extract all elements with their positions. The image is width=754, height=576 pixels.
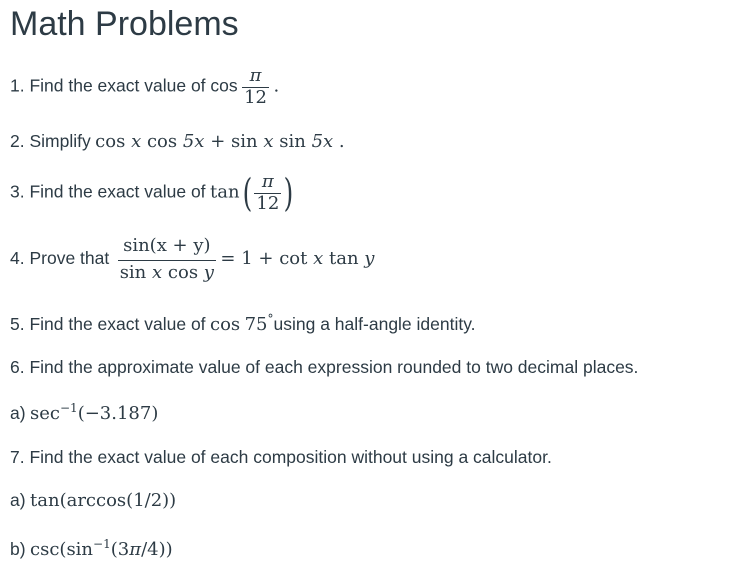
problem-7b-expression	[30, 539, 173, 560]
csc-sin-fn: csc(sin	[30, 539, 94, 560]
cos-fn: cos	[95, 131, 126, 152]
angle-value	[245, 314, 274, 335]
angle-number: 75	[244, 314, 268, 335]
problem-6a	[10, 401, 158, 424]
sin-fn: sin	[279, 131, 306, 152]
problem-7b-label: b)	[10, 539, 26, 559]
inverse-exponent: −1	[60, 401, 78, 415]
period: .	[338, 131, 345, 152]
problem-5-text-2: using a half-angle identity.	[273, 314, 476, 334]
var-5x: 5x	[182, 131, 205, 152]
problem-7b	[10, 537, 173, 560]
problem-4-numerator: sin(x + y)	[123, 235, 211, 256]
problem-4	[10, 236, 374, 283]
var-y: y	[364, 247, 375, 269]
problem-3	[10, 172, 296, 214]
problem-1-fraction	[242, 66, 269, 108]
sec-fn: sec	[30, 403, 60, 424]
left-paren: (	[242, 171, 252, 216]
problem-3-fraction	[254, 172, 281, 214]
problem-3-numerator: π	[261, 171, 274, 192]
inverse-exponent: −1	[93, 537, 111, 551]
problem-2-expression	[95, 131, 344, 152]
problem-5-text-1: 5. Find the exact value of	[10, 314, 206, 334]
problem-6a-expression	[30, 403, 158, 424]
var-y: y	[203, 261, 214, 283]
problem-6a-label: a)	[10, 403, 26, 423]
var-x: x	[313, 247, 324, 269]
problem-4-rhs	[220, 248, 374, 269]
cos-fn: cos	[167, 261, 199, 283]
equals-one-plus: = 1 +	[220, 247, 274, 269]
plus-sign: +	[210, 131, 226, 152]
problem-1-denominator: 12	[244, 86, 267, 108]
tan-fn: tan	[210, 181, 240, 203]
problem-7a-expression: tan(arccos(1/2))	[30, 490, 177, 511]
argument-open: (3	[110, 539, 130, 560]
tan-fn: tan	[329, 247, 359, 269]
var-x: x	[152, 261, 163, 283]
argument-close: /4))	[141, 539, 173, 560]
problem-3-denominator: 12	[256, 192, 280, 214]
problem-7a-label: a)	[10, 490, 26, 510]
problem-7a	[10, 490, 176, 511]
problem-2-text: 2. Simplify	[10, 131, 91, 151]
sin-fn: sin	[119, 261, 147, 283]
page-title: Math Problems	[10, 5, 239, 43]
cos-fn: cos	[210, 314, 241, 335]
var-5x: 5x	[311, 131, 334, 152]
problem-2	[10, 131, 345, 152]
problem-1-text: 1. Find the exact value of cos	[10, 75, 238, 96]
argument: (−3.187)	[77, 403, 159, 424]
problem-1-period: .	[273, 75, 280, 97]
problem-6: 6. Find the approximate value of each expression rounded to two decimal places.	[10, 357, 639, 377]
problem-1	[10, 66, 279, 108]
problem-7: 7. Find the exact value of each composition without using a calculator.	[10, 447, 552, 467]
sin-fn: sin	[231, 131, 258, 152]
cot-fn: cot	[279, 247, 308, 269]
problem-3-text: 3. Find the exact value of	[10, 181, 206, 202]
var-x: x	[131, 131, 142, 152]
degree-symbol: °	[267, 312, 274, 326]
problem-1-numerator: π	[249, 65, 262, 86]
var-x: x	[263, 131, 274, 152]
pi-symbol: π	[129, 539, 142, 560]
problem-4-fraction	[118, 236, 216, 283]
cos-fn: cos	[146, 131, 178, 152]
problem-5	[10, 312, 476, 335]
problem-4-denominator	[118, 260, 216, 284]
right-paren: )	[283, 171, 294, 216]
problem-4-text: 4. Prove that	[10, 247, 110, 268]
